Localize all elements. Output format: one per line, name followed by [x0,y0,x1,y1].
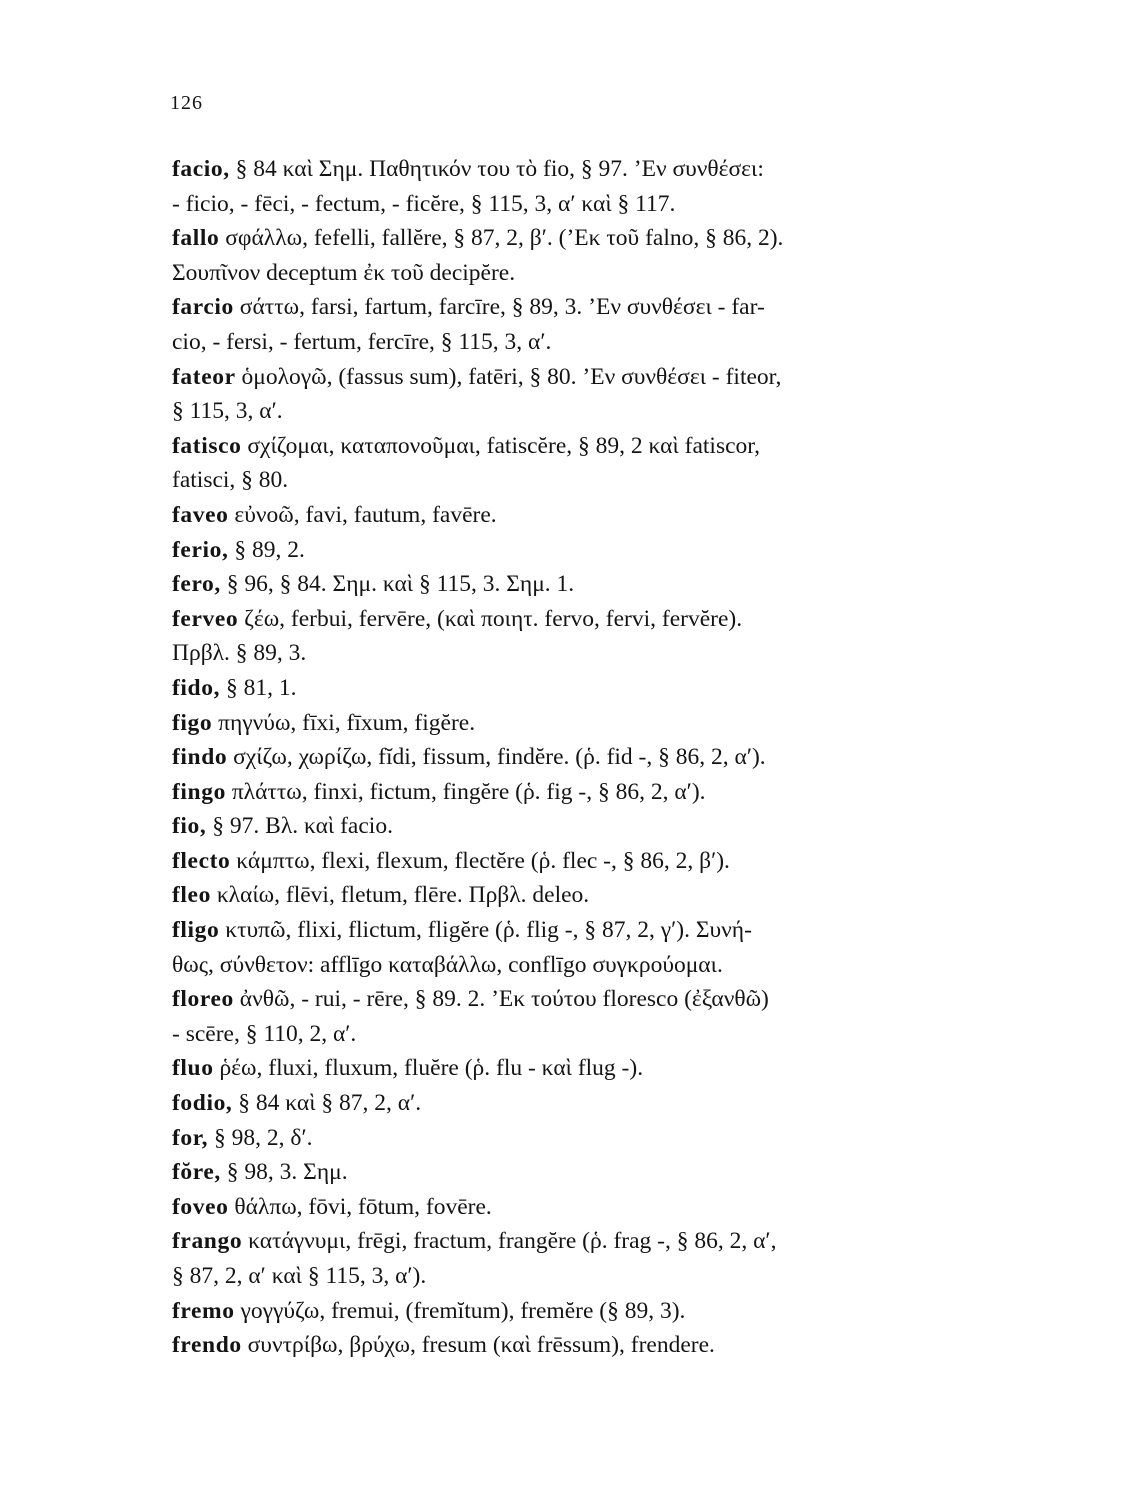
entry-text: σχίζομαι, καταπονοῦμαι, fatiscĕre, § 89, 2 καὶ fatiscor, [241,432,761,459]
entry-headword: floreo [172,986,234,1013]
entry-text: σφάλλω, fefelli, fallĕre, § 87, 2, β′. (’Εκ τοῦ falno, § 86, 2). [219,225,784,252]
entry-headword: fingo [172,778,226,805]
entry-continuation: § 87, 2, α′ καὶ § 115, 3, α′). [172,1263,427,1289]
entry-headword: fallo [172,225,220,252]
entry-text: πλάττω, finxi, fictum, fingĕre (ῥ. fig -, § 86, 2, α′). [225,778,706,805]
entry-headword: frango [172,1228,243,1255]
entry [172,533,1022,568]
entry [172,809,1022,844]
entry-headword: fŏre, [172,1159,221,1186]
entry [172,775,1022,810]
entry-headword: facio, [172,156,230,182]
entry [172,706,1022,741]
entry-text: γογγύζω, fremui, (fremĭtum), fremĕre (§ 89, 3). [234,1297,686,1324]
entry [172,1051,1022,1086]
entry-text: κλαίω, flēvi, fletum, flēre. Πρβλ. deleo. [210,882,590,909]
entry-headword: fremo [172,1297,235,1324]
entry-headword: farcio [172,294,234,321]
entry-headword: fateor [172,363,236,390]
entry-headword: ferio, [172,536,229,563]
page-number: 126 [170,92,203,114]
entry-text: § 96, § 84. Σημ. καὶ § 115, 3. Σημ. 1. [220,571,575,598]
entry-continuation: Πρβλ. § 89, 3. [172,640,307,667]
entry-text: εὐνοῶ, favi, fautum, favēre. [228,501,497,528]
entry-headword: fleo [172,882,211,909]
entry-headword: fodio, [172,1090,233,1117]
entry-text: κατάγνυμι, frēgi, fractum, frangĕre (ῥ. frag -, § 86, 2, α′, [242,1228,777,1255]
entry [172,152,1022,221]
dictionary-entries [172,152,1022,1363]
entry-continuation: Σουπῖνον deceptum ἐκ τοῦ decipĕre. [172,259,516,286]
entry [172,1155,1022,1190]
entry-text: πηγνύω, fīxi, fīxum, figĕre. [212,709,476,736]
entry-continuation: - ficio, - fēci, - fectum, - ficĕre, § 115, 3, α′ καὶ § 117. [172,190,676,217]
entry-headword: figo [172,709,213,736]
entry [172,740,1022,775]
entry [172,221,1022,290]
entry-continuation: § 115, 3, α′. [172,398,283,425]
entry-text: § 97. Βλ. καὶ facio. [206,813,393,840]
entry-headword: findo [172,744,228,771]
entry-text: κάμπτω, flexi, flexum, flectĕre (ῥ. flec -, § 86, 2, β′). [230,847,730,874]
entry-text: ὁμολογῶ, (fassus sum), fatēri, § 80. ’Εν συνθέσει - fiteor, [235,363,782,390]
entry [172,360,1022,429]
entry-text: ζέω, ferbui, fervēre, (καὶ ποιητ. fervo, fervi, fervĕre). [238,605,743,632]
entry-headword: fligo [172,917,220,944]
entry [172,671,1022,706]
entry [172,290,1022,359]
entry-text: θάλπω, fōvi, fōtum, fovēre. [228,1193,492,1220]
entry [172,429,1022,498]
entry-headword: faveo [172,501,229,528]
entry-text: σάττω, farsi, fartum, farcīre, § 89, 3. ’Εν συνθέσει - far- [233,294,765,321]
entry [172,1086,1022,1121]
entry-continuation: - scēre, § 110, 2, α′. [172,1020,357,1047]
entry [172,878,1022,913]
entry-text: § 84 καὶ Σημ. Παθητικόν του τὸ fio, § 97. ’Εν συνθέσει: [229,156,764,182]
entry-text: § 89, 2. [228,536,305,563]
entry [172,844,1022,879]
entry-headword: ferveo [172,605,239,632]
entry [172,1294,1022,1329]
entry-continuation: cio, - fersi, - fertum, fercīre, § 115, 3, α′. [172,328,552,355]
entry [172,602,1022,671]
entry-continuation: fatisci, § 80. [172,467,289,494]
entry-text: ῥέω, fluxi, fluxum, fluĕre (ῥ. flu - καὶ flug -). [213,1055,644,1082]
entry [172,1328,1022,1363]
entry [172,982,1022,1051]
entry-headword: for, [172,1124,209,1151]
entry-headword: fio, [172,813,207,840]
entry [172,567,1022,602]
entry-headword: fluo [172,1055,214,1082]
entry [172,498,1022,533]
entry-headword: frendo [172,1332,242,1359]
entry [172,1190,1022,1225]
entry-continuation: θως, σύνθετον: afflīgo καταβάλλω, conflīgo συγκρούομαι. [172,951,723,978]
entry-text: ἀνθῶ, - rui, - rēre, § 89. 2. ’Εκ τούτου floresco (ἐξανθῶ) [233,986,769,1013]
entry-text: § 98, 2, δ′. [208,1124,313,1151]
entry-text: σχίζω, χωρίζω, fĭdi, fissum, findĕre. (ῥ. fid -, § 86, 2, α′). [227,744,766,771]
entry [172,913,1022,982]
entry-headword: flecto [172,847,231,874]
entry-text: συντρίβω, βρύχω, fresum (καὶ frēssum), frendere. [241,1332,715,1359]
entry-text: § 84 καὶ § 87, 2, α′. [232,1090,422,1117]
entry-text: κτυπῶ, flixi, flictum, fligĕre (ῥ. flig -, § 87, 2, γ′). Συνή- [219,917,752,944]
entry [172,1121,1022,1156]
entry-headword: foveo [172,1193,229,1220]
entry [172,1224,1022,1293]
entry-headword: fero, [172,571,221,598]
entry-headword: fatisco [172,432,242,459]
entry-text: § 98, 3. Σημ. [220,1159,348,1186]
entry-text: § 81, 1. [220,674,297,701]
entry-headword: fido, [172,674,221,701]
